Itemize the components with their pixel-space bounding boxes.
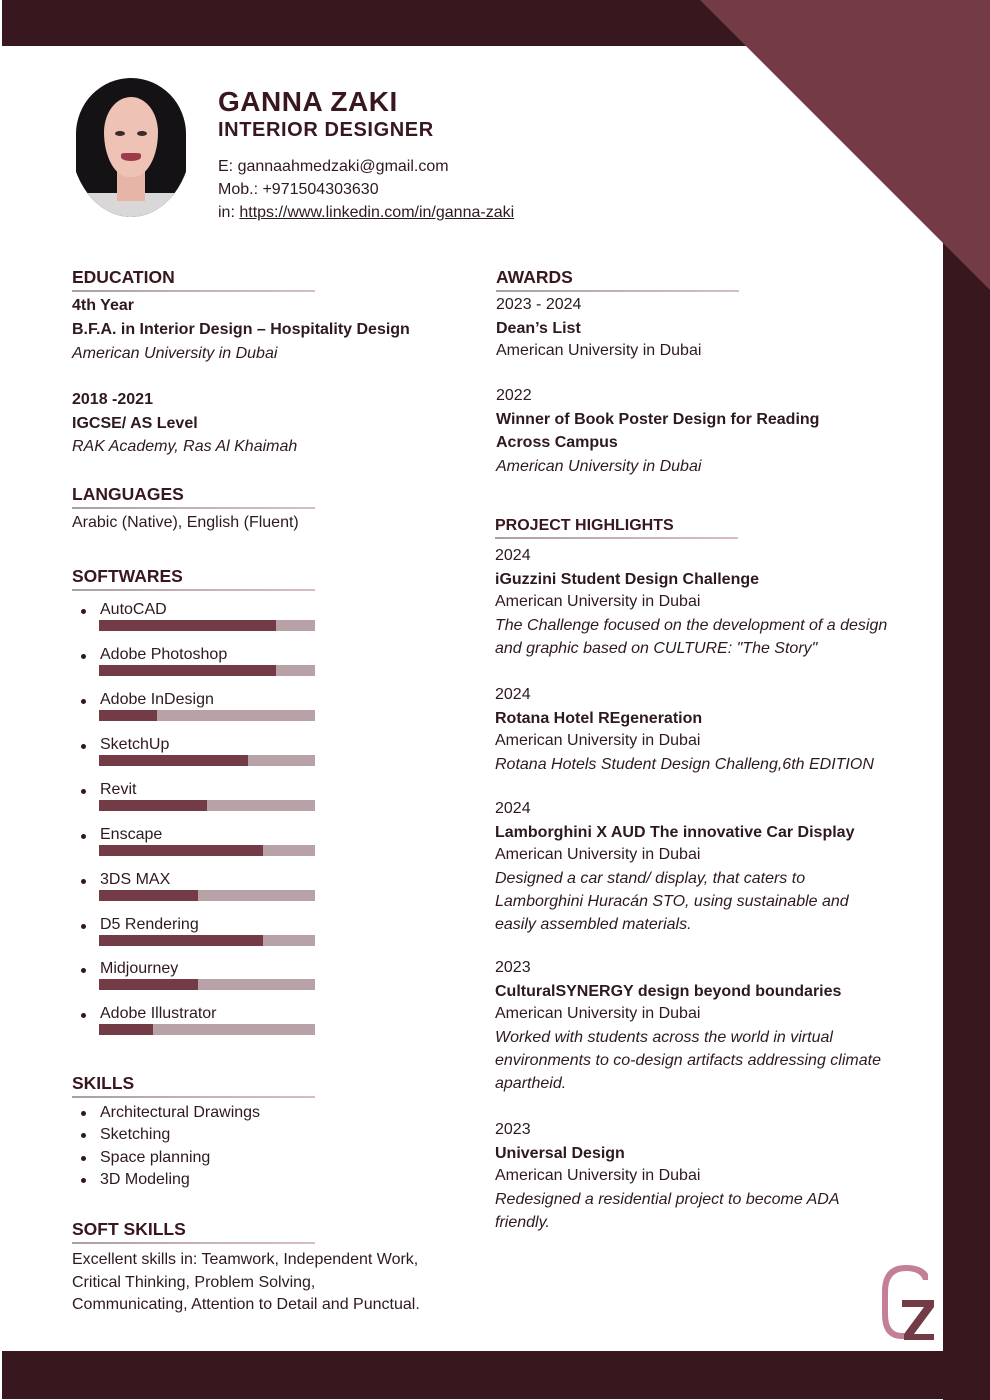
education-heading: EDUCATION: [72, 267, 315, 289]
project-title: Universal Design: [495, 1145, 625, 1162]
proficiency-bar: [99, 935, 315, 946]
software-name: Midjourney: [100, 960, 179, 977]
bottom-band: [2, 1351, 990, 1399]
linkedin-link[interactable]: https://www.linkedin.com/in/ganna-zaki: [239, 204, 515, 221]
award-title: Across Campus: [496, 434, 618, 451]
proficiency-bar: [99, 800, 315, 811]
project-description: The Challenge focused on the development of a design: [495, 617, 888, 634]
proficiency-fill: [99, 890, 198, 901]
languages-text: Arabic (Native), English (Fluent): [72, 514, 299, 531]
proficiency-fill: [99, 845, 263, 856]
proficiency-bar: [99, 979, 315, 990]
project-title: Rotana Hotel REgeneration: [495, 710, 703, 727]
bullet-icon: [81, 1156, 86, 1161]
software-name: AutoCAD: [100, 601, 167, 618]
software-name: SketchUp: [100, 736, 170, 753]
proficiency-bar: [99, 665, 315, 676]
linkedin-prefix: in:: [218, 204, 240, 221]
soft-skills-line: Excellent skills in: Teamwork, Independent Work,: [72, 1251, 419, 1268]
project-year: 2023: [495, 959, 531, 976]
bullet-icon: [81, 1111, 86, 1116]
bullet-icon: [81, 1133, 86, 1138]
proficiency-fill: [99, 620, 276, 631]
project-description: apartheid.: [495, 1075, 567, 1092]
project-year: 2024: [495, 686, 531, 703]
project-title: Lamborghini X AUD The innovative Car Display: [495, 824, 855, 841]
proficiency-bar: [99, 845, 315, 856]
education-period: 2018 -2021: [72, 391, 153, 408]
project-title: CulturalSYNERGY design beyond boundaries: [495, 983, 842, 1000]
bullet-icon: [81, 789, 86, 794]
proficiency-bar: [99, 890, 315, 901]
skills-heading: SKILLS: [72, 1073, 315, 1095]
bullet-icon: [81, 834, 86, 839]
software-name: Enscape: [100, 826, 163, 843]
award-year: 2022: [496, 387, 532, 404]
project-year: 2024: [495, 800, 531, 817]
project-org: American University in Dubai: [495, 1167, 701, 1184]
bullet-icon: [81, 968, 86, 973]
education-school: American University in Dubai: [72, 345, 278, 362]
award-title: Dean’s List: [496, 320, 581, 337]
award-year: 2023 - 2024: [496, 296, 582, 313]
award-org: American University in Dubai: [496, 342, 702, 359]
software-name: Adobe InDesign: [100, 691, 214, 708]
profile-photo: [70, 75, 192, 217]
proficiency-fill: [99, 935, 263, 946]
proficiency-fill: [99, 800, 207, 811]
software-name: Revit: [100, 781, 137, 798]
project-description: Designed a car stand/ display, that caters to: [495, 870, 806, 887]
candidate-name: GANNA ZAKI: [218, 86, 398, 117]
software-name: D5 Rendering: [100, 916, 199, 933]
project-org: American University in Dubai: [495, 846, 701, 863]
soft-skills-line: Critical Thinking, Problem Solving,: [72, 1274, 316, 1291]
project-description: environments to co-design artifacts addressing climate: [495, 1052, 881, 1069]
skill-label: Architectural Drawings: [100, 1104, 261, 1121]
project-title: iGuzzini Student Design Challenge: [495, 571, 760, 588]
soft-skills-line: Communicating, Attention to Detail and Punctual.: [72, 1296, 420, 1313]
project-year: 2024: [495, 547, 531, 564]
education-period: 4th Year: [72, 297, 134, 314]
bullet-icon: [81, 1013, 86, 1018]
education-degree: B.F.A. in Interior Design – Hospitality Design: [72, 321, 410, 338]
job-title: INTERIOR DESIGNER: [218, 119, 434, 141]
project-org: American University in Dubai: [495, 732, 701, 749]
bullet-icon: [81, 744, 86, 749]
proficiency-fill: [99, 665, 276, 676]
proficiency-bar: [99, 1024, 315, 1035]
proficiency-fill: [99, 979, 198, 990]
project-description: and graphic based on CULTURE: "The Story": [495, 640, 818, 657]
software-name: Adobe Photoshop: [100, 646, 228, 663]
bullet-icon: [81, 609, 86, 614]
project-description: Lamborghini Huracán STO, using sustainable and: [495, 893, 849, 910]
bullet-icon: [81, 924, 86, 929]
contact-email: E: gannaahmedzaki@gmail.com: [218, 158, 449, 175]
bullet-icon: [81, 1178, 86, 1183]
project-description: easily assembled materials.: [495, 916, 692, 933]
g-monogram-icon: [876, 1262, 936, 1342]
project-org: American University in Dubai: [495, 1005, 701, 1022]
soft-skills-heading: SOFT SKILLS: [72, 1219, 315, 1241]
languages-heading: LANGUAGES: [72, 484, 315, 506]
bullet-icon: [81, 879, 86, 884]
contact-linkedin: [218, 204, 514, 222]
project-description: Redesigned a residential project to become ADA: [495, 1191, 840, 1208]
software-name: Adobe Illustrator: [100, 1005, 217, 1022]
award-org: American University in Dubai: [496, 458, 702, 475]
projects-heading: PROJECT HIGHLIGHTS: [495, 517, 738, 536]
education-degree: IGCSE/ AS Level: [72, 415, 198, 432]
proficiency-bar: [99, 620, 315, 631]
contact-mobile: Mob.: +971504303630: [218, 181, 379, 198]
project-description: Worked with students across the world in virtual: [495, 1029, 833, 1046]
proficiency-fill: [99, 1024, 153, 1035]
project-description: Rotana Hotels Student Design Challeng,6th EDITION: [495, 756, 874, 773]
bullet-icon: [81, 654, 86, 659]
project-description: friendly.: [495, 1214, 550, 1231]
proficiency-bar: [99, 755, 315, 766]
award-title: Winner of Book Poster Design for Reading: [496, 411, 820, 428]
project-year: 2023: [495, 1121, 531, 1138]
project-org: American University in Dubai: [495, 593, 701, 610]
bullet-icon: [81, 699, 86, 704]
softwares-heading: SOFTWARES: [72, 566, 315, 588]
awards-heading: AWARDS: [496, 267, 739, 289]
skill-label: Sketching: [100, 1126, 171, 1143]
skill-label: Space planning: [100, 1149, 211, 1166]
skill-label: 3D Modeling: [100, 1171, 190, 1188]
proficiency-bar: [99, 710, 315, 721]
proficiency-fill: [99, 710, 157, 721]
software-name: 3DS MAX: [100, 871, 171, 888]
education-school: RAK Academy, Ras Al Khaimah: [72, 438, 298, 455]
proficiency-fill: [99, 755, 248, 766]
